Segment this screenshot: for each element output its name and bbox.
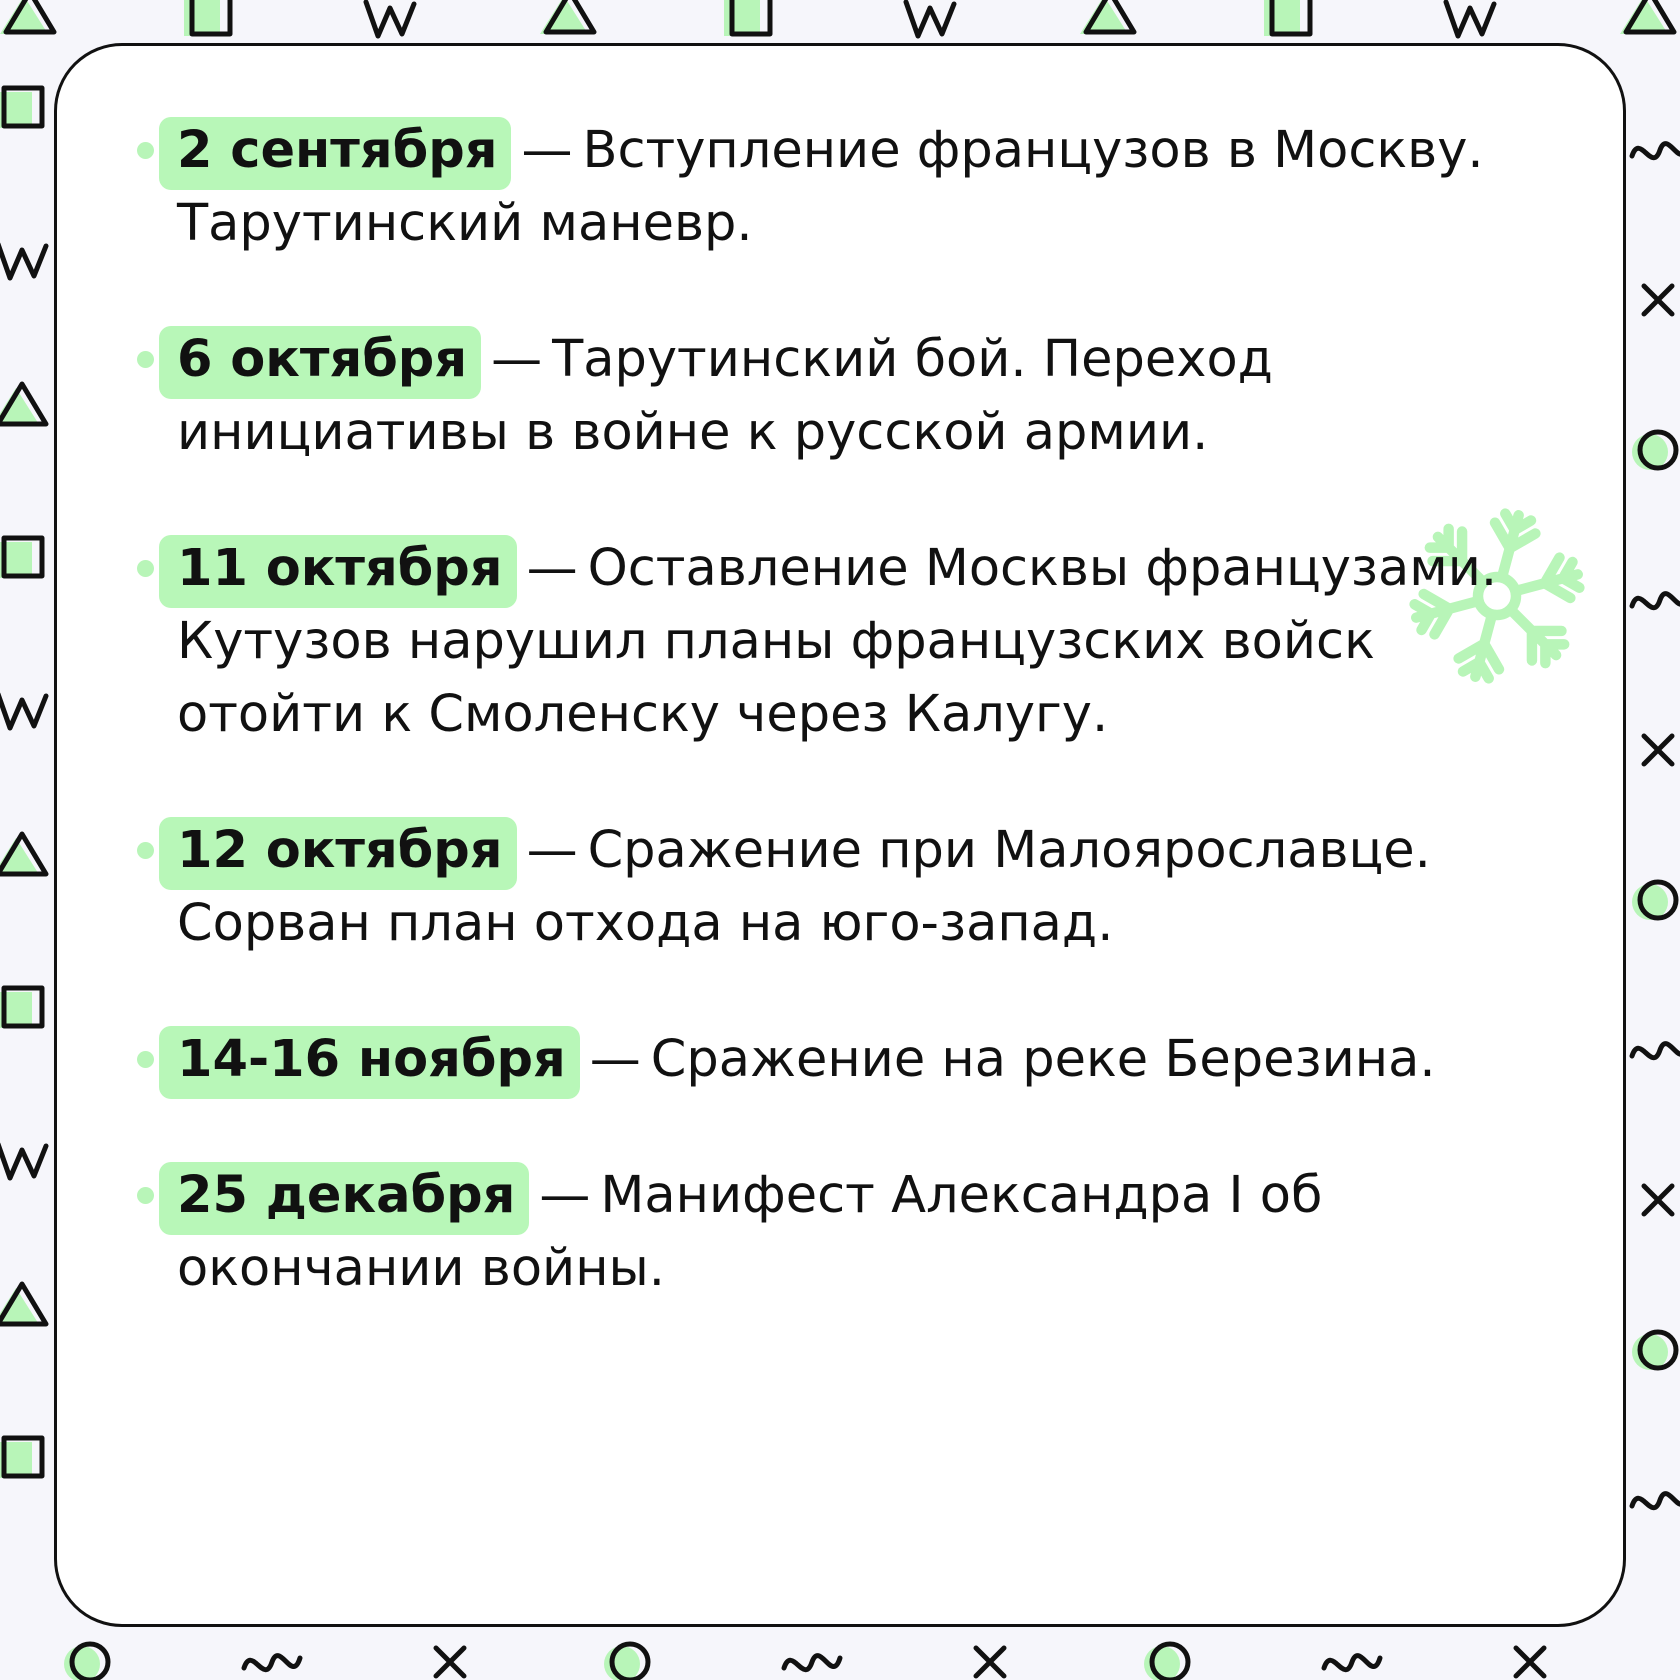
squiggle-icon xyxy=(1632,1494,1680,1508)
dash-separator: — xyxy=(526,821,578,880)
cross-icon xyxy=(1644,736,1672,764)
bullet-dot xyxy=(137,1051,154,1068)
event-item xyxy=(177,814,1537,960)
triangle-icon xyxy=(0,0,54,34)
square-icon xyxy=(0,988,42,1028)
circle-icon xyxy=(1632,432,1676,470)
squiggle-icon xyxy=(1632,144,1680,158)
squiggle-icon xyxy=(1324,1656,1380,1670)
square-icon xyxy=(0,538,42,578)
triangle-icon xyxy=(1080,0,1134,34)
zigzag-icon xyxy=(366,2,414,36)
event-date: 12 октября xyxy=(159,817,517,890)
bullet-dot xyxy=(137,142,154,159)
triangle-icon xyxy=(1620,0,1674,34)
event-description: Манифест Александра I об окончании войны. xyxy=(177,1166,1323,1298)
cross-icon xyxy=(1644,1186,1672,1214)
circle-icon xyxy=(64,1644,108,1680)
square-icon xyxy=(184,0,230,36)
bullet-dot xyxy=(137,560,154,577)
cross-icon xyxy=(1644,286,1672,314)
zigzag-icon xyxy=(0,1144,46,1178)
triangle-icon xyxy=(0,1284,46,1326)
event-description: Сражение на реке Березина. xyxy=(650,1030,1436,1089)
event-date: 6 октября xyxy=(159,326,481,399)
event-item xyxy=(177,114,1537,260)
event-date: 11 октября xyxy=(159,535,517,608)
squiggle-icon xyxy=(1632,1044,1680,1058)
squiggle-icon xyxy=(1632,594,1680,608)
dash-separator: — xyxy=(491,330,543,389)
zigzag-icon xyxy=(906,2,954,36)
event-description: Вступление французов в Москву. Тарутинский маневр. xyxy=(177,121,1484,253)
event-date: 2 сентября xyxy=(159,117,511,190)
event-item xyxy=(177,1159,1537,1305)
square-icon xyxy=(1264,0,1310,36)
cross-icon xyxy=(976,1648,1004,1676)
event-date: 25 декабря xyxy=(159,1162,529,1235)
dash-separator: — xyxy=(589,1030,641,1089)
triangle-icon xyxy=(0,384,46,426)
bullet-dot xyxy=(137,842,154,859)
zigzag-icon xyxy=(0,694,46,728)
event-item xyxy=(177,532,1537,751)
event-description: Оставление Москвы французами. Кутузов нарушил планы французских войск отойти к Смоленску через Калугу. xyxy=(177,539,1498,744)
square-icon xyxy=(724,0,770,36)
event-item xyxy=(177,323,1537,469)
bullet-dot xyxy=(137,1187,154,1204)
bullet-dot xyxy=(137,351,154,368)
circle-icon xyxy=(604,1644,648,1680)
squiggle-icon xyxy=(244,1656,300,1670)
triangle-icon xyxy=(540,0,594,34)
event-description: Тарутинский бой. Переход инициативы в войне к русской армии. xyxy=(177,330,1273,462)
square-icon xyxy=(0,88,42,128)
event-item xyxy=(177,1023,1537,1096)
event-date: 14-16 ноября xyxy=(159,1026,580,1099)
circle-icon xyxy=(1632,1332,1676,1370)
squiggle-icon xyxy=(784,1656,840,1670)
dash-separator: — xyxy=(526,539,578,598)
square-icon xyxy=(0,1438,42,1478)
cross-icon xyxy=(436,1648,464,1676)
cross-icon xyxy=(1516,1648,1544,1676)
dash-separator: — xyxy=(539,1166,591,1225)
dash-separator: — xyxy=(521,121,573,180)
zigzag-icon xyxy=(1446,2,1494,36)
event-description: Сражение при Малоярославце. Сорван план отхода на юго-запад. xyxy=(177,821,1431,953)
events-list xyxy=(177,114,1537,1368)
zigzag-icon xyxy=(0,244,46,278)
circle-icon xyxy=(1632,882,1676,920)
circle-icon xyxy=(1144,1644,1188,1680)
triangle-icon xyxy=(0,834,46,876)
timeline-card xyxy=(54,43,1626,1627)
